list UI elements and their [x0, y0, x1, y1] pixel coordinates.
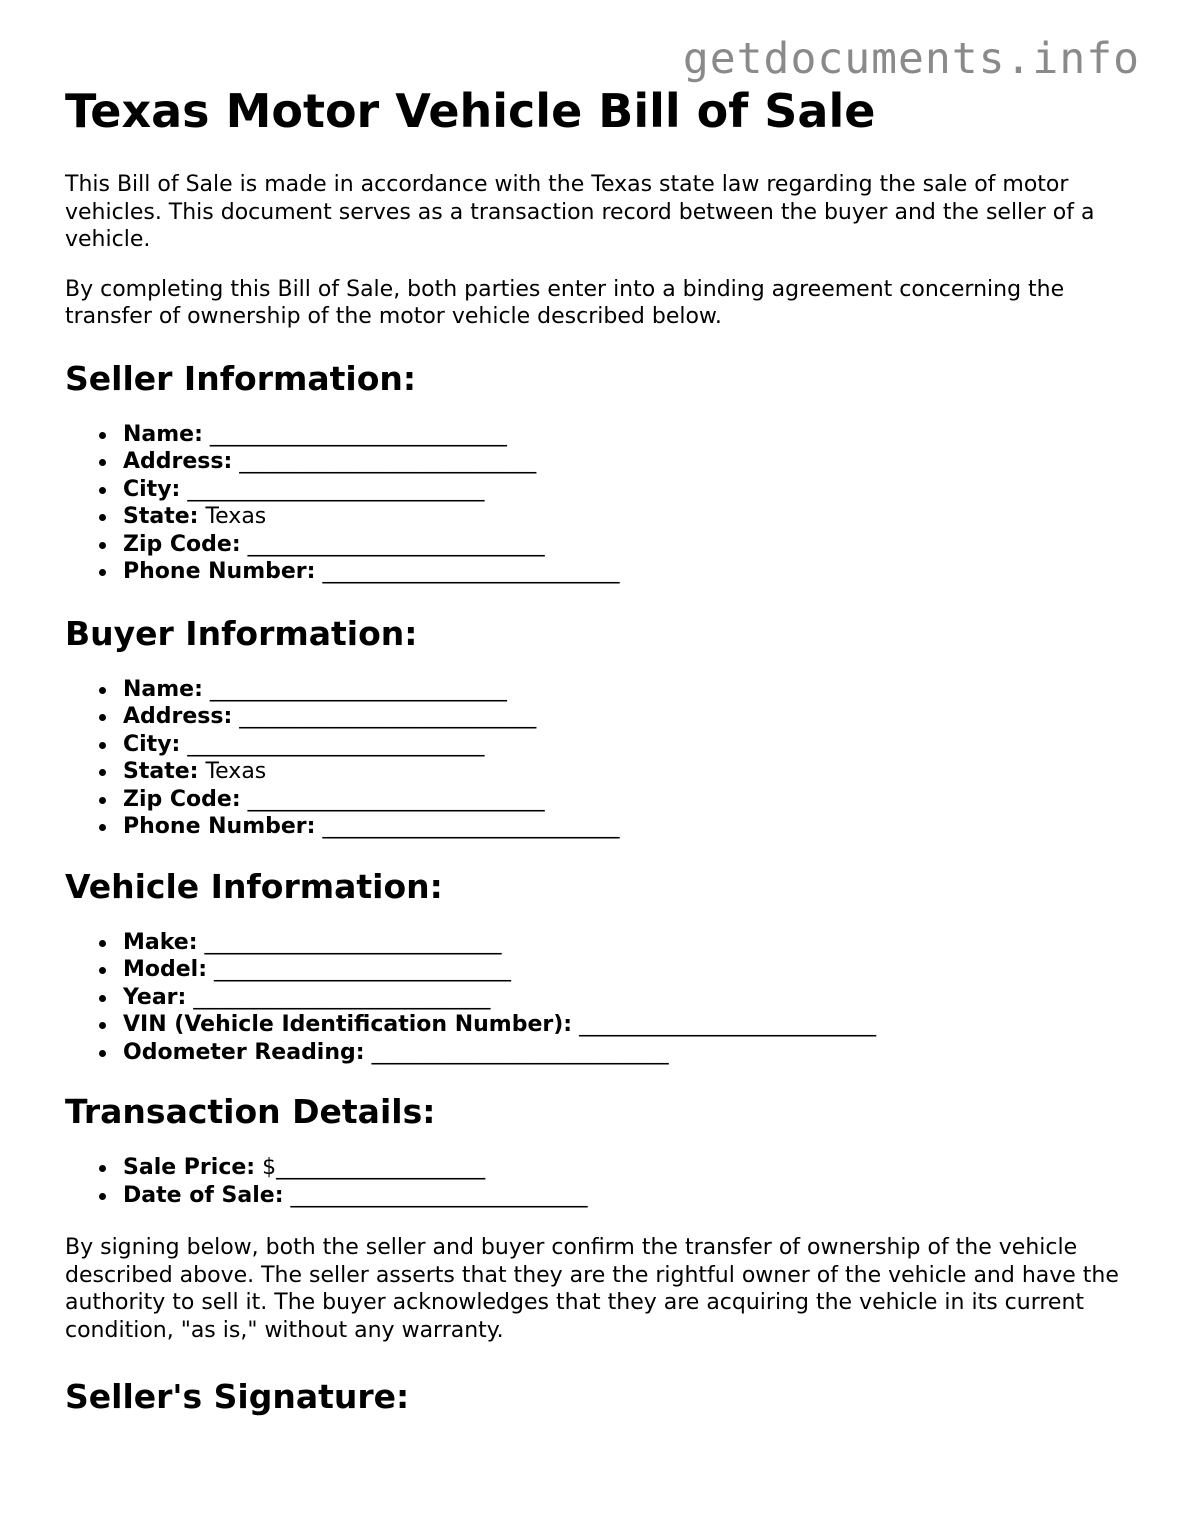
closing-paragraph: By signing below, both the seller and buyer confirm the transfer of ownership of the vehicle described above. The seller asserts that they are the rightful owner of the vehicle and have the authority to sell it. The buyer acknowledges that they are acquiring the vehicle in its current condition, "as is," without any warranty.	[65, 1235, 1119, 1343]
seller-phone-field	[123, 558, 1135, 586]
field-label: City:	[123, 476, 181, 502]
seller-name-field	[123, 421, 1135, 449]
vehicle-make-field	[123, 929, 1135, 957]
field-label: Phone Number:	[123, 814, 316, 839]
field-value: ___________________________	[247, 531, 545, 557]
field-value: ___________________________	[371, 1039, 669, 1065]
field-label: Name:	[123, 421, 203, 447]
field-value: ___________________________	[204, 929, 502, 955]
watermark: getdocuments.info	[682, 34, 1140, 84]
transaction-field-list	[65, 1154, 1135, 1209]
field-value: ___________________________	[322, 814, 620, 839]
field-value: ___________________________	[187, 731, 485, 757]
field-label: Name:	[123, 676, 203, 702]
field-label: Make:	[123, 929, 198, 955]
field-label: Zip Code:	[123, 786, 241, 812]
field-value: ___________________________	[239, 449, 537, 474]
buyer-phone-field	[123, 813, 1135, 841]
vehicle-field-list	[65, 929, 1135, 1067]
field-value: ___________________________	[290, 1182, 588, 1208]
field-label: Sale Price:	[123, 1155, 256, 1180]
seller-field-list	[65, 421, 1135, 586]
document-title: Texas Motor Vehicle Bill of Sale	[65, 84, 876, 138]
field-label: City:	[123, 731, 181, 757]
intro-paragraph-1: This Bill of Sale is made in accordance with the Texas state law regarding the sale of motor vehicles. This document serves as a transaction record between the buyer and the seller of a vehicle.	[65, 172, 1095, 252]
field-value: ___________________________	[214, 957, 512, 982]
document-body	[65, 84, 1135, 1417]
seller-state-field	[123, 503, 1135, 531]
field-label: Date of Sale:	[123, 1182, 284, 1208]
field-label: Model:	[123, 957, 208, 982]
field-value: ___________________________	[187, 476, 485, 502]
sale-date-field	[123, 1182, 1135, 1210]
buyer-state-field	[123, 758, 1135, 786]
vehicle-year-field	[123, 984, 1135, 1012]
field-label: Year:	[123, 984, 187, 1010]
buyer-zip-field	[123, 786, 1135, 814]
field-value: Texas	[205, 504, 267, 529]
seller-zip-field	[123, 531, 1135, 559]
field-value: ___________________________	[322, 559, 620, 584]
field-label: State:	[123, 504, 199, 529]
seller-city-field	[123, 476, 1135, 504]
seller-address-field	[123, 448, 1135, 476]
seller-section-heading: Seller Information:	[65, 358, 417, 398]
vehicle-section-heading: Vehicle Information:	[65, 866, 443, 906]
buyer-address-field	[123, 703, 1135, 731]
buyer-city-field	[123, 731, 1135, 759]
sale-price-field	[123, 1154, 1135, 1182]
field-value: Texas	[205, 759, 267, 784]
vehicle-vin-field	[123, 1011, 1135, 1039]
field-label: VIN (Vehicle Identification Number):	[123, 1012, 573, 1037]
field-label: Phone Number:	[123, 559, 316, 584]
field-label: Zip Code:	[123, 531, 241, 557]
field-value: ___________________________	[209, 676, 507, 702]
field-value: ___________________________	[239, 704, 537, 729]
field-label: Address:	[123, 449, 233, 474]
buyer-name-field	[123, 676, 1135, 704]
field-value: ___________________________	[209, 421, 507, 447]
field-value: ___________________________	[193, 984, 491, 1010]
field-label: Address:	[123, 704, 233, 729]
buyer-field-list	[65, 676, 1135, 841]
transaction-section-heading: Transaction Details:	[65, 1092, 436, 1131]
seller-signature-heading: Seller's Signature:	[65, 1377, 410, 1416]
field-label: Odometer Reading:	[123, 1039, 365, 1065]
intro-paragraph-2: By completing this Bill of Sale, both parties enter into a binding agreement concerning the transfer of ownership of the motor vehicle described below.	[65, 276, 1065, 329]
field-value: ___________________________	[247, 786, 545, 812]
vehicle-model-field	[123, 956, 1135, 984]
vehicle-odometer-field	[123, 1039, 1135, 1067]
field-value: $___________________	[262, 1155, 486, 1180]
field-value: ___________________________	[579, 1012, 877, 1037]
field-label: State:	[123, 759, 199, 784]
buyer-section-heading: Buyer Information:	[65, 613, 418, 653]
